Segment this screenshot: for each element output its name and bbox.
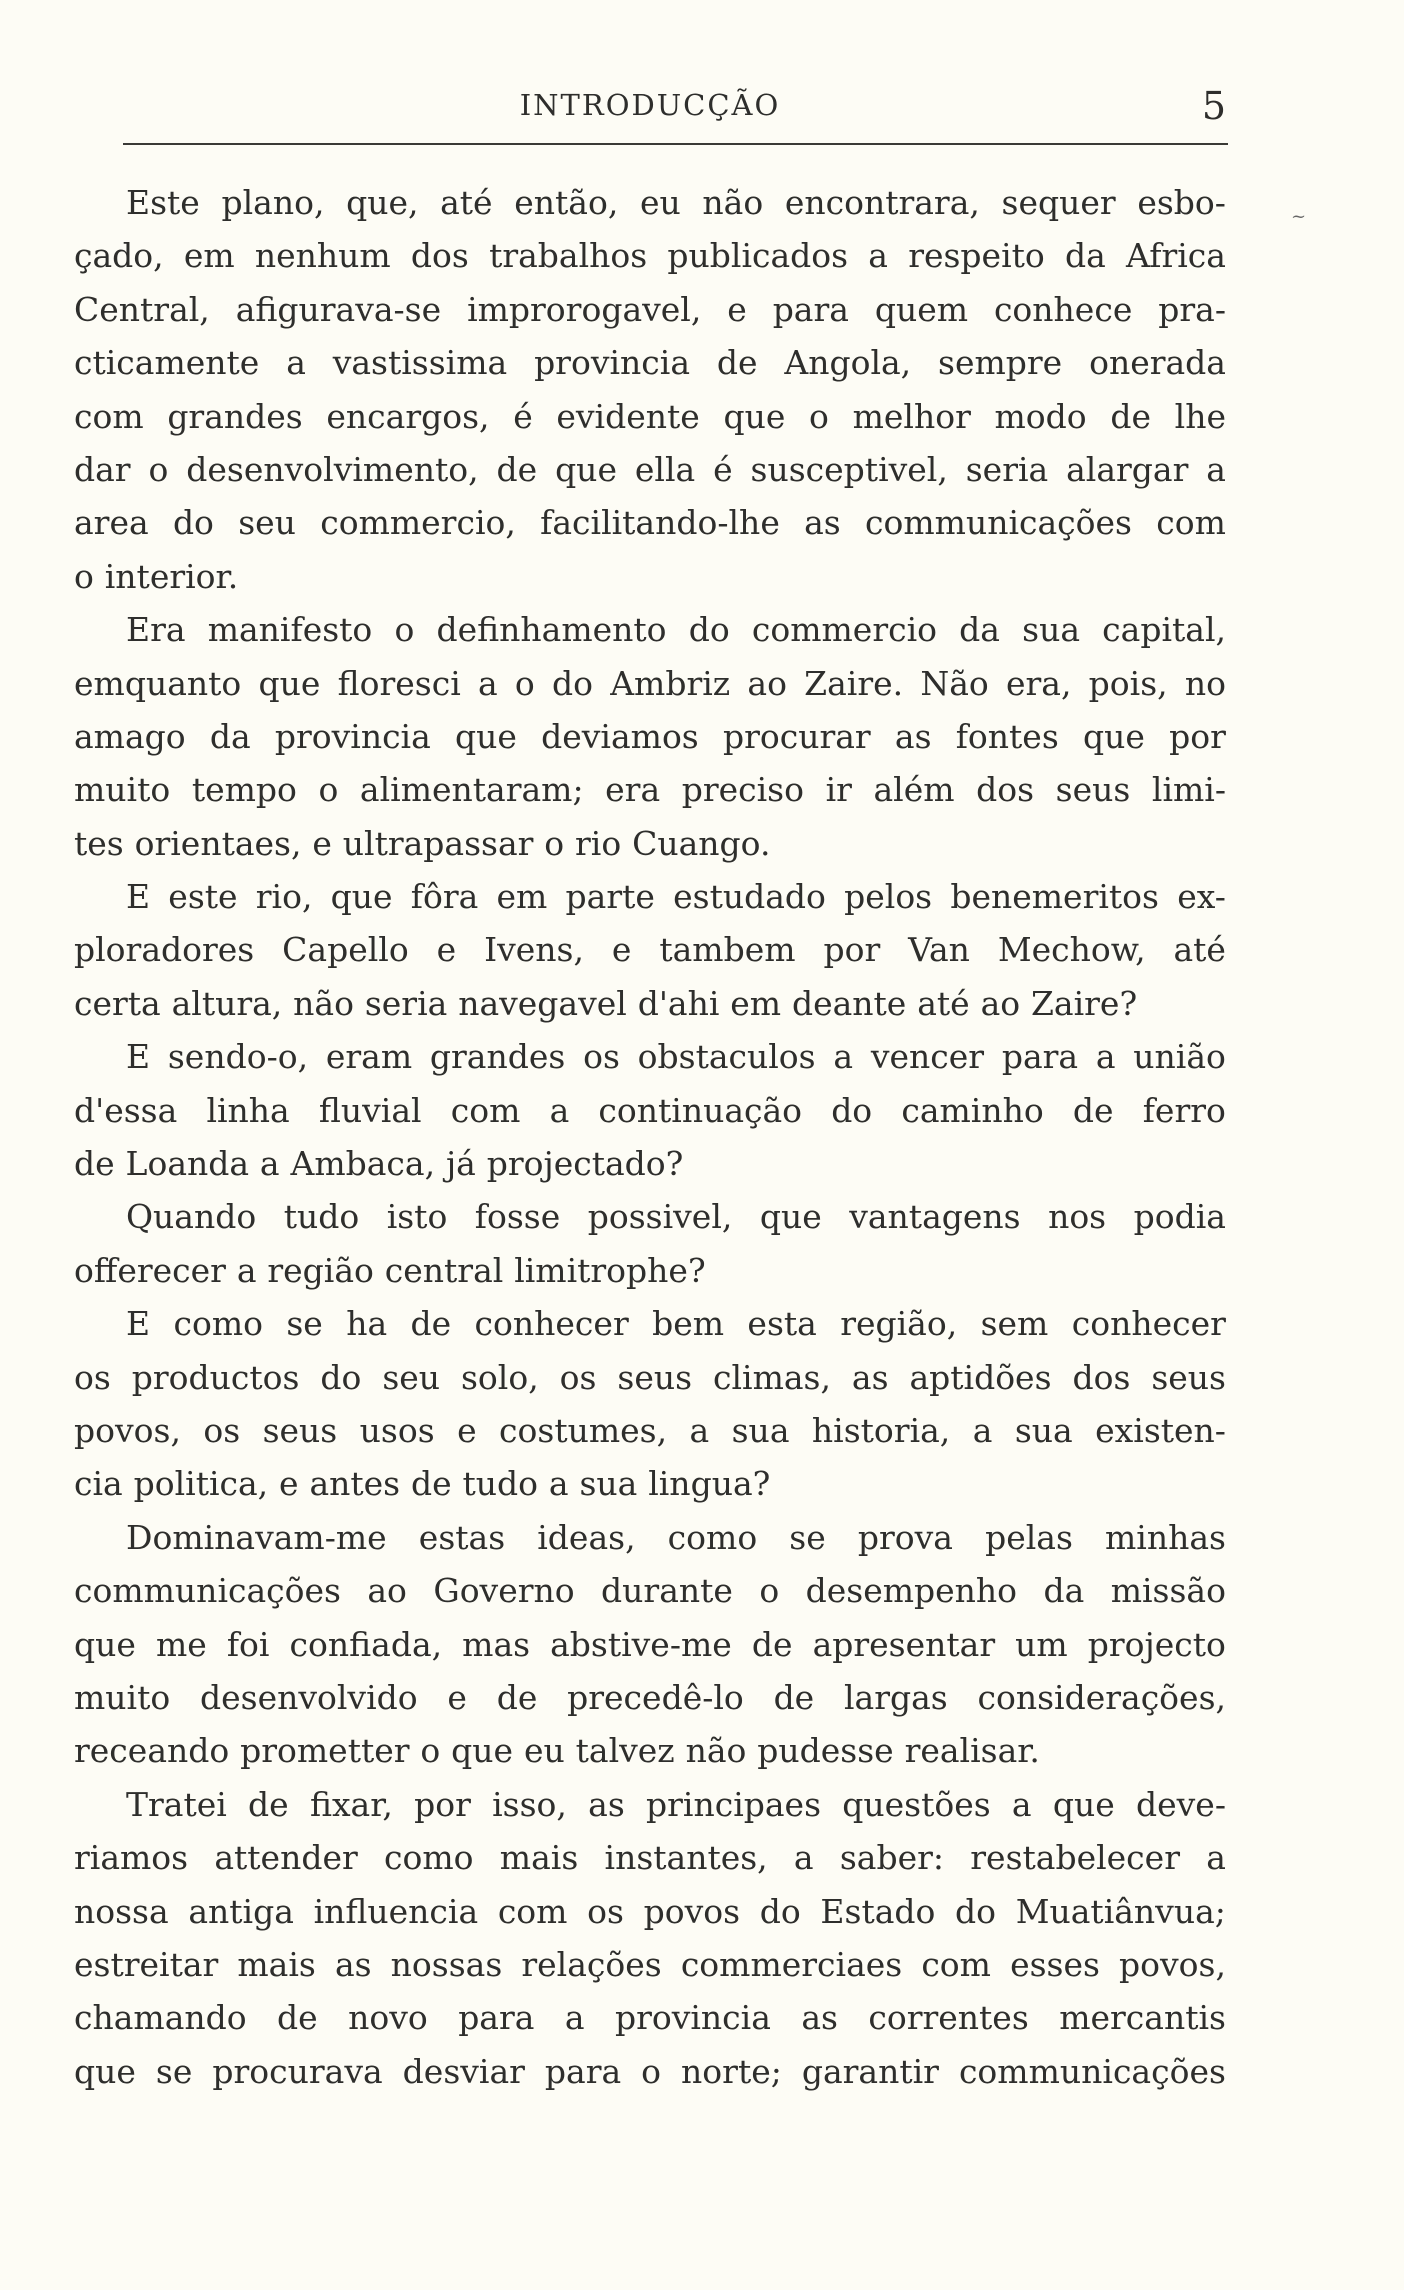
- text-line: estreitar mais as nossas relações commerciaes com esses povos,: [74, 1944, 1226, 1984]
- text-line: communicações ao Governo durante o desempenho da missão: [74, 1571, 1226, 1611]
- text-line: riamos attender como mais instantes, a saber: restabelecer a: [74, 1838, 1226, 1878]
- text-line: chamando de novo para a provincia as correntes mercantis: [74, 1998, 1226, 2038]
- margin-mark: ~: [1291, 206, 1307, 227]
- text-line: Era manifesto o definhamento do commercio da sua capital,: [126, 610, 1226, 650]
- text-line: Dominavam-me estas ideas, como se prova pelas minhas: [126, 1517, 1226, 1557]
- text-line: o interior.: [74, 556, 239, 596]
- text-line: ploradores Capello e Ivens, e tambem por Van Mechow, até: [74, 930, 1226, 970]
- text-line: com grandes encargos, é evidente que o melhor modo de lhe: [74, 396, 1226, 436]
- text-line: çado, em nenhum dos trabalhos publicados a respeito da Africa: [74, 236, 1226, 276]
- text-line: emquanto que floresci a o do Ambriz ao Zaire. Não era, pois, no: [74, 663, 1226, 703]
- text-line: de Loanda a Ambaca, já projectado?: [74, 1144, 684, 1184]
- text-line: area do seu commercio, facilitando-lhe as communicações com: [74, 503, 1226, 543]
- text-line: amago da provincia que deviamos procurar as fontes que por: [74, 716, 1226, 756]
- text-line: Central, afigurava-se improrogavel, e para quem conhece pra-: [74, 289, 1226, 329]
- text-line: certa altura, não seria navegavel d'ahi em deante até ao Zaire?: [74, 983, 1138, 1023]
- text-line: nossa antiga influencia com os povos do Estado do Muatiânvua;: [74, 1891, 1226, 1931]
- text-line: Este plano, que, até então, eu não encontrara, sequer esbo-: [126, 183, 1226, 222]
- text-line: cticamente a vastissima provincia de Angola, sempre onerada: [74, 343, 1226, 383]
- text-line: dar o desenvolvimento, de que ella é susceptivel, seria alargar a: [74, 449, 1226, 489]
- text-line: povos, os seus usos e costumes, a sua historia, a sua existen-: [74, 1410, 1226, 1450]
- text-line: Tratei de fixar, por isso, as principaes questões a que deve-: [126, 1784, 1226, 1824]
- text-line: os productos do seu solo, os seus climas, as aptidões dos seus: [74, 1357, 1226, 1397]
- text-line: tes orientaes, e ultrapassar o rio Cuango.: [74, 823, 771, 863]
- running-title: INTRODUCÇÃO: [519, 88, 781, 122]
- text-line: que se procurava desviar para o norte; garantir communicações: [74, 2051, 1226, 2091]
- text-line: Quando tudo isto fosse possivel, que vantagens nos podia: [126, 1197, 1226, 1237]
- text-line: E este rio, que fôra em parte estudado pelos benemeritos ex-: [126, 877, 1226, 917]
- running-header: [74, 84, 1226, 130]
- text-line: d'essa linha fluvial com a continuação do caminho de ferro: [74, 1090, 1226, 1130]
- text-line: muito tempo o alimentaram; era preciso ir além dos seus limi-: [74, 770, 1226, 810]
- page-number: 5: [1201, 84, 1226, 128]
- text-line: E sendo-o, eram grandes os obstaculos a vencer para a união: [126, 1037, 1226, 1077]
- header-rule: [123, 143, 1228, 145]
- body-text: [74, 176, 1226, 2098]
- text-line: muito desenvolvido e de precedê-lo de largas considerações,: [74, 1677, 1226, 1717]
- text-line: que me foi confiada, mas abstive-me de apresentar um projecto: [74, 1624, 1226, 1664]
- text-line: cia politica, e antes de tudo a sua lingua?: [74, 1464, 771, 1504]
- text-line: offerecer a região central limitrophe?: [74, 1250, 706, 1290]
- text-line: receando prometter o que eu talvez não pudesse realisar.: [74, 1731, 1040, 1771]
- text-line: E como se ha de conhecer bem esta região, sem conhecer: [126, 1304, 1226, 1344]
